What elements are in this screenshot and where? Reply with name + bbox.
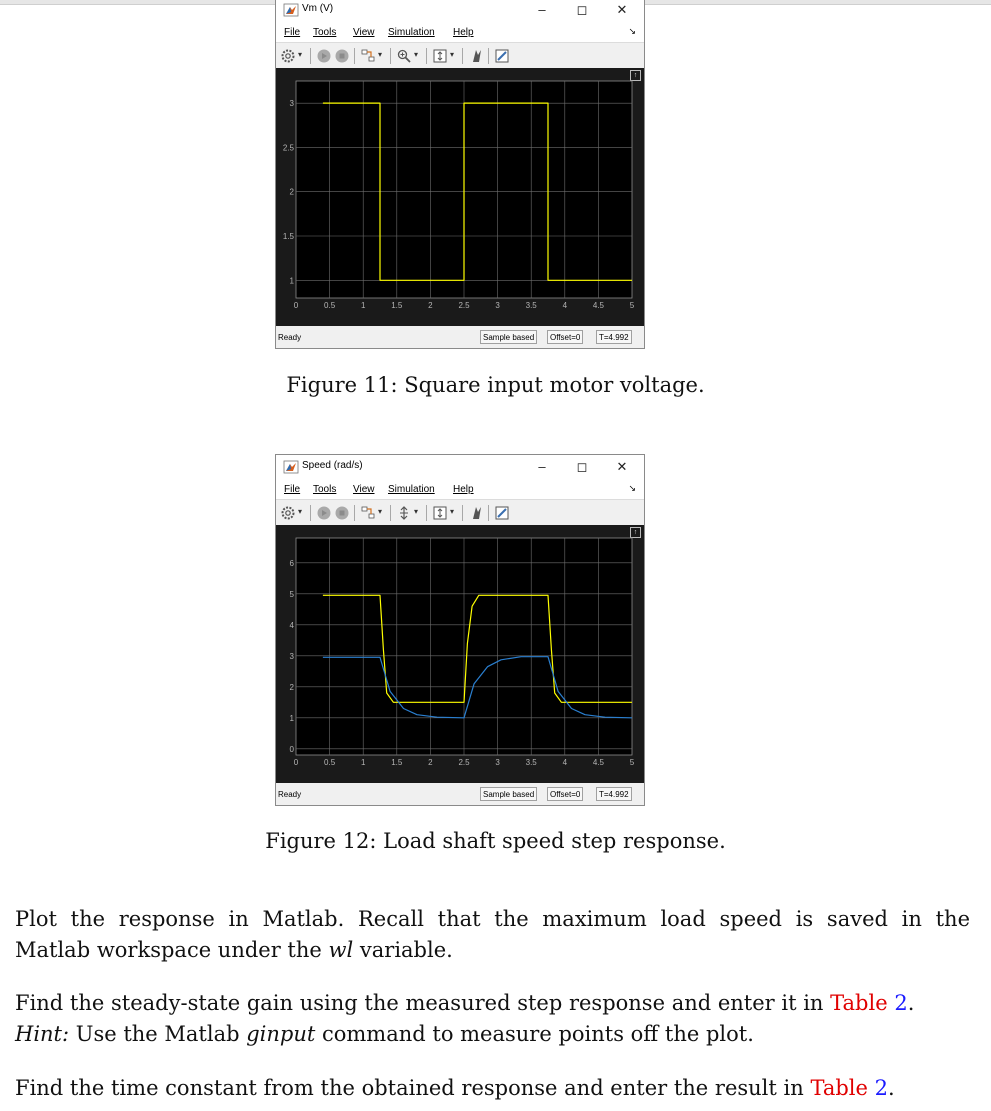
toolbar-separator <box>462 505 463 521</box>
x-tick-label: 2 <box>428 758 433 767</box>
y-tick-label: 2 <box>289 187 294 197</box>
x-tick-label: 3.5 <box>525 758 537 767</box>
y-tick-label: 0 <box>289 744 294 754</box>
status-time: T=4.992 <box>596 330 632 344</box>
status-mode: Sample based <box>480 787 537 801</box>
menu-bar <box>276 22 644 42</box>
y-tick-label: 2.5 <box>282 143 294 153</box>
x-tick-label: 0 <box>293 301 299 310</box>
paragraph-time-constant <box>15 1073 970 1104</box>
matlab-logo-icon <box>284 461 298 473</box>
table-link[interactable]: Table <box>810 1076 868 1100</box>
x-tick-label: 5 <box>629 301 635 310</box>
x-tick-label: 2 <box>428 301 433 310</box>
scope-window-speed <box>275 454 645 806</box>
text-run: Find the time constant from the obtained response and enter the result in <box>15 1076 811 1100</box>
menu-expand-arrow-icon[interactable]: ↘ <box>628 26 636 36</box>
status-time: T=4.992 <box>596 787 632 801</box>
minimize-button[interactable]: – <box>538 2 546 17</box>
highlight-block-icon[interactable] <box>360 505 376 521</box>
status-bar <box>276 328 644 348</box>
chevron-down-icon[interactable]: ▾ <box>414 507 419 516</box>
toolbar-separator <box>390 505 391 521</box>
autoscale-icon[interactable] <box>432 505 448 521</box>
toolbar-separator <box>488 48 489 64</box>
status-mode: Sample based <box>480 330 537 344</box>
x-tick-label: 1.5 <box>391 301 403 310</box>
table-link-number[interactable]: 2 <box>874 1076 888 1100</box>
menu-simulation[interactable]: Simulation <box>388 484 435 495</box>
text-run: Use the Matlab <box>69 1022 247 1046</box>
window-title: Vm (V) <box>302 3 334 14</box>
highlight-block-icon[interactable] <box>360 48 376 64</box>
edit-parameters-icon[interactable] <box>494 505 510 521</box>
menu-expand-arrow-icon[interactable]: ↘ <box>628 483 636 493</box>
chevron-down-icon[interactable]: ▾ <box>450 50 455 59</box>
x-tick-label: 3.5 <box>525 301 537 310</box>
edit-parameters-icon[interactable] <box>494 48 510 64</box>
trigger-icon[interactable] <box>468 505 484 521</box>
window-titlebar <box>276 0 644 22</box>
chevron-down-icon[interactable]: ▾ <box>450 507 455 516</box>
autoscale-icon[interactable] <box>432 48 448 64</box>
status-ready: Ready <box>278 333 302 342</box>
text-run: Find the steady-state gain using the measured step response and enter it in <box>15 991 831 1015</box>
text-line <box>15 938 453 962</box>
x-tick-label: 1 <box>360 301 366 310</box>
status-bar <box>276 785 644 805</box>
x-tick-label: 3 <box>495 301 500 310</box>
toolbar-separator <box>354 505 355 521</box>
window-title: Speed (rad/s) <box>302 460 363 471</box>
text-run: variable. <box>353 938 453 962</box>
hint-label: Hint: <box>15 1022 70 1046</box>
close-button[interactable]: ✕ <box>616 459 628 474</box>
chevron-down-icon[interactable]: ▾ <box>298 50 303 59</box>
y-tick-label: 1 <box>289 276 294 286</box>
y-tick-label: 3 <box>289 99 294 109</box>
figure-11-caption: Figure 11: Square input motor voltage. <box>286 373 705 397</box>
status-offset: Offset=0 <box>547 787 583 801</box>
status-ready: Ready <box>278 790 302 799</box>
run-icon[interactable] <box>316 48 332 64</box>
close-button[interactable]: ✕ <box>616 2 628 17</box>
window-titlebar <box>276 455 644 479</box>
toolbar-separator <box>462 48 463 64</box>
zoom-y-icon[interactable] <box>396 505 412 521</box>
x-tick-label: 4 <box>562 758 568 767</box>
paragraph-steady-state-gain <box>15 988 970 1050</box>
minimize-button[interactable]: – <box>538 459 546 474</box>
command-name: ginput <box>246 1022 316 1046</box>
chevron-down-icon[interactable]: ▾ <box>378 50 383 59</box>
menu-view[interactable]: View <box>353 27 375 38</box>
x-tick-label: 0 <box>293 758 299 767</box>
x-tick-label: 1 <box>360 758 366 767</box>
menu-simulation[interactable]: Simulation <box>388 27 435 38</box>
text-run: Matlab workspace under the <box>15 938 329 962</box>
chevron-down-icon[interactable]: ▾ <box>414 50 419 59</box>
menu-tools[interactable]: Tools <box>313 27 337 38</box>
menu-help[interactable]: Help <box>453 27 474 38</box>
text-line: Plot the response in Matlab. Recall that the maximum load speed is saved in the <box>15 907 970 931</box>
stop-icon[interactable] <box>334 505 350 521</box>
x-tick-label: 0.5 <box>324 758 336 767</box>
menu-bar <box>276 479 644 499</box>
toolbar-separator <box>310 505 311 521</box>
stop-icon[interactable] <box>334 48 350 64</box>
gear-icon[interactable] <box>280 48 296 64</box>
x-tick-label: 5 <box>629 758 635 767</box>
chart-axes <box>282 78 635 311</box>
toolbar-separator <box>488 505 489 521</box>
text-run: command to measure points off the plot. <box>315 1022 754 1046</box>
chevron-down-icon[interactable]: ▾ <box>378 507 383 516</box>
variable-name: wl <box>328 938 354 962</box>
x-tick-label: 4.5 <box>592 301 604 310</box>
maximize-button[interactable]: ◻ <box>576 459 588 474</box>
maximize-button[interactable]: ◻ <box>576 2 588 17</box>
x-tick-label: 3 <box>495 758 500 767</box>
menu-file[interactable]: File <box>284 484 301 495</box>
table-link[interactable]: Table <box>830 991 888 1015</box>
toolbar-separator <box>354 48 355 64</box>
table-link-number[interactable]: 2 <box>894 991 908 1015</box>
run-icon[interactable] <box>316 505 332 521</box>
y-tick-label: 1.5 <box>282 232 294 241</box>
status-offset: Offset=0 <box>547 330 583 344</box>
x-tick-label: 4.5 <box>592 758 604 767</box>
trigger-icon[interactable] <box>468 48 484 64</box>
menu-tools[interactable]: Tools <box>313 484 337 495</box>
y-tick-label: 5 <box>289 589 294 599</box>
plot-area <box>276 68 644 326</box>
text-line <box>15 1022 754 1046</box>
toolbar-separator <box>390 48 391 64</box>
text-run: . <box>887 1076 895 1100</box>
matlab-logo-icon <box>284 4 298 16</box>
toolbar-separator <box>426 505 427 521</box>
text-run: . <box>907 991 915 1015</box>
chart-axes <box>286 535 635 768</box>
x-tick-label: 0.5 <box>324 301 336 310</box>
gear-icon[interactable] <box>280 505 296 521</box>
toolbar <box>276 42 644 70</box>
menu-file[interactable]: File <box>284 27 301 38</box>
y-tick-label: 6 <box>289 558 294 568</box>
y-tick-label: 2 <box>289 682 294 692</box>
toolbar-separator <box>426 48 427 64</box>
pin-icon[interactable]: ↑ <box>630 70 641 81</box>
text-line <box>15 988 970 1019</box>
y-tick-label: 4 <box>289 620 294 630</box>
plot-area <box>276 525 644 783</box>
toolbar <box>276 499 644 527</box>
zoom-icon[interactable] <box>396 48 412 64</box>
x-tick-label: 2.5 <box>458 758 470 767</box>
paragraph-plot-response <box>15 904 970 966</box>
menu-view[interactable]: View <box>353 484 375 495</box>
x-tick-label: 1.5 <box>391 758 403 767</box>
y-tick-label: 1 <box>289 713 294 723</box>
x-tick-label: 4 <box>562 301 568 310</box>
chevron-down-icon[interactable]: ▾ <box>298 507 303 516</box>
menu-help[interactable]: Help <box>453 484 474 495</box>
scope-window-vm <box>275 0 645 349</box>
y-tick-label: 3 <box>289 651 294 661</box>
pin-icon[interactable]: ↑ <box>630 527 641 538</box>
figure-12-caption: Figure 12: Load shaft speed step response. <box>265 829 726 853</box>
x-tick-label: 2.5 <box>458 301 470 310</box>
toolbar-separator <box>310 48 311 64</box>
